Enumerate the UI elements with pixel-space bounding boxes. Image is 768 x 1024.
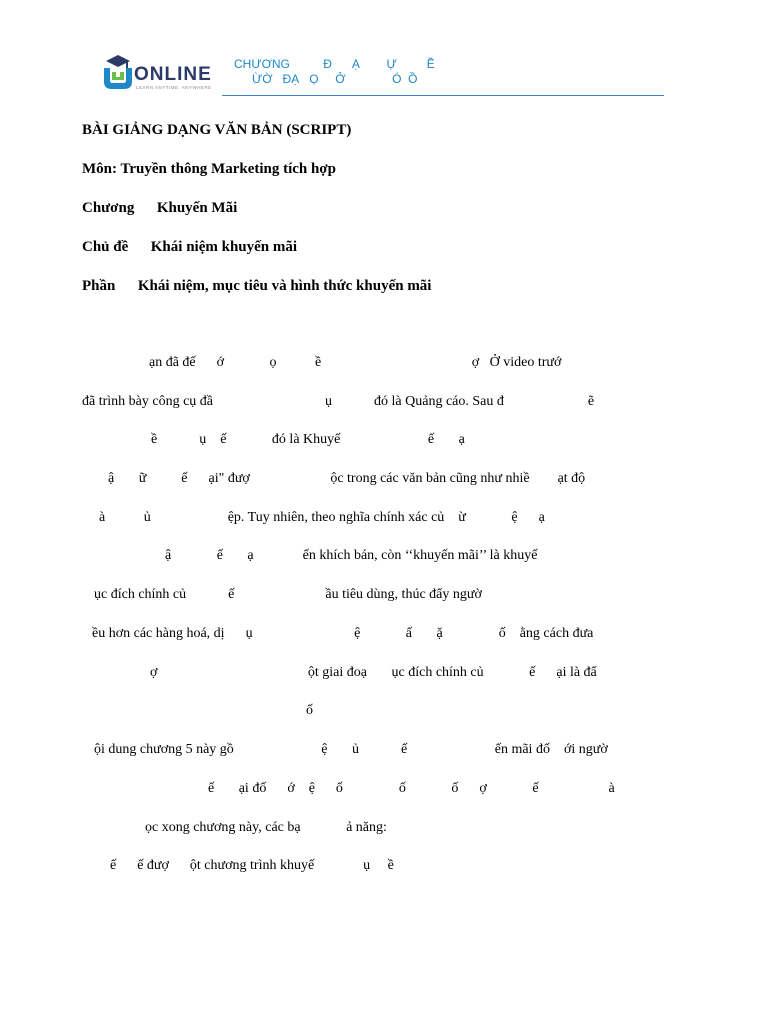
part-line: Phần Khái niệm, mục tiêu và hình thức khuyến mãi <box>82 278 432 294</box>
body-line: ạn đã đế ớ ọ ề ợ Ở video trướ <box>149 355 562 370</box>
body-line: ợ ột giai đoạ ục đích chính củ ế ại là đẩ <box>150 665 597 680</box>
body-line: đã trình bày công cụ đầ ụ đó là Quảng cáo. Sau đ ẽ <box>82 394 595 409</box>
body-line: ố <box>306 703 313 718</box>
header-line-2: ỪỜ ĐẠ Ọ Ở Ó Ồ <box>252 72 418 86</box>
logo-tagline: LEARN ANYTIME, ANYWHERE <box>136 85 212 90</box>
body-line: ề ụ ế đó là Khuyế ế ạ <box>151 432 465 447</box>
logo-text: ONLINE <box>134 64 212 85</box>
graduation-cap-icon <box>100 52 136 92</box>
script-title: BÀI GIẢNG DẠNG VĂN BẢN (SCRIPT) <box>82 122 352 138</box>
chapter-line: Chương Khuyến Mãi <box>82 200 238 216</box>
body-line: à ủ ệp. Tuy nhiên, theo nghĩa chính xác củ ừ ệ ạ <box>99 510 545 525</box>
page-header <box>0 0 768 100</box>
body-line: ội dung chương 5 này gồ ệ ủ ế ến mãi đố ới ngườ <box>94 742 608 757</box>
body-line: ọc xong chương này, các bạ ả năng: <box>145 820 387 835</box>
header-rule <box>222 95 664 96</box>
topic-line: Chủ đề Khái niệm khuyến mãi <box>82 239 298 255</box>
online-logo <box>100 52 210 94</box>
body-line: ều hơn các hàng hoá, dị ụ ệ ấ ặ ố ằng cách đưa <box>92 626 594 641</box>
header-line-1: CHƯƠNG Đ Ạ Ự Ề <box>234 57 435 71</box>
body-line: ế ại đố ớ ệ ố ố ố ợ ế à <box>208 781 615 796</box>
body-line: ậ ế ạ ến khích bán, còn ‘‘khuyến mãi’’ là khuyế <box>165 548 538 563</box>
subject-line: Môn: Truyền thông Marketing tích hợp <box>82 161 337 177</box>
body-line: ục đích chính củ ế ầu tiêu dùng, thúc đẩy ngườ <box>94 587 482 602</box>
body-line: ế ế đượ ột chương trình khuyế ụ ề <box>110 858 394 873</box>
body-line: ậ ữ ế ại" đượ ộc trong các văn bản cũng như nhiề ạt độ <box>108 471 586 486</box>
